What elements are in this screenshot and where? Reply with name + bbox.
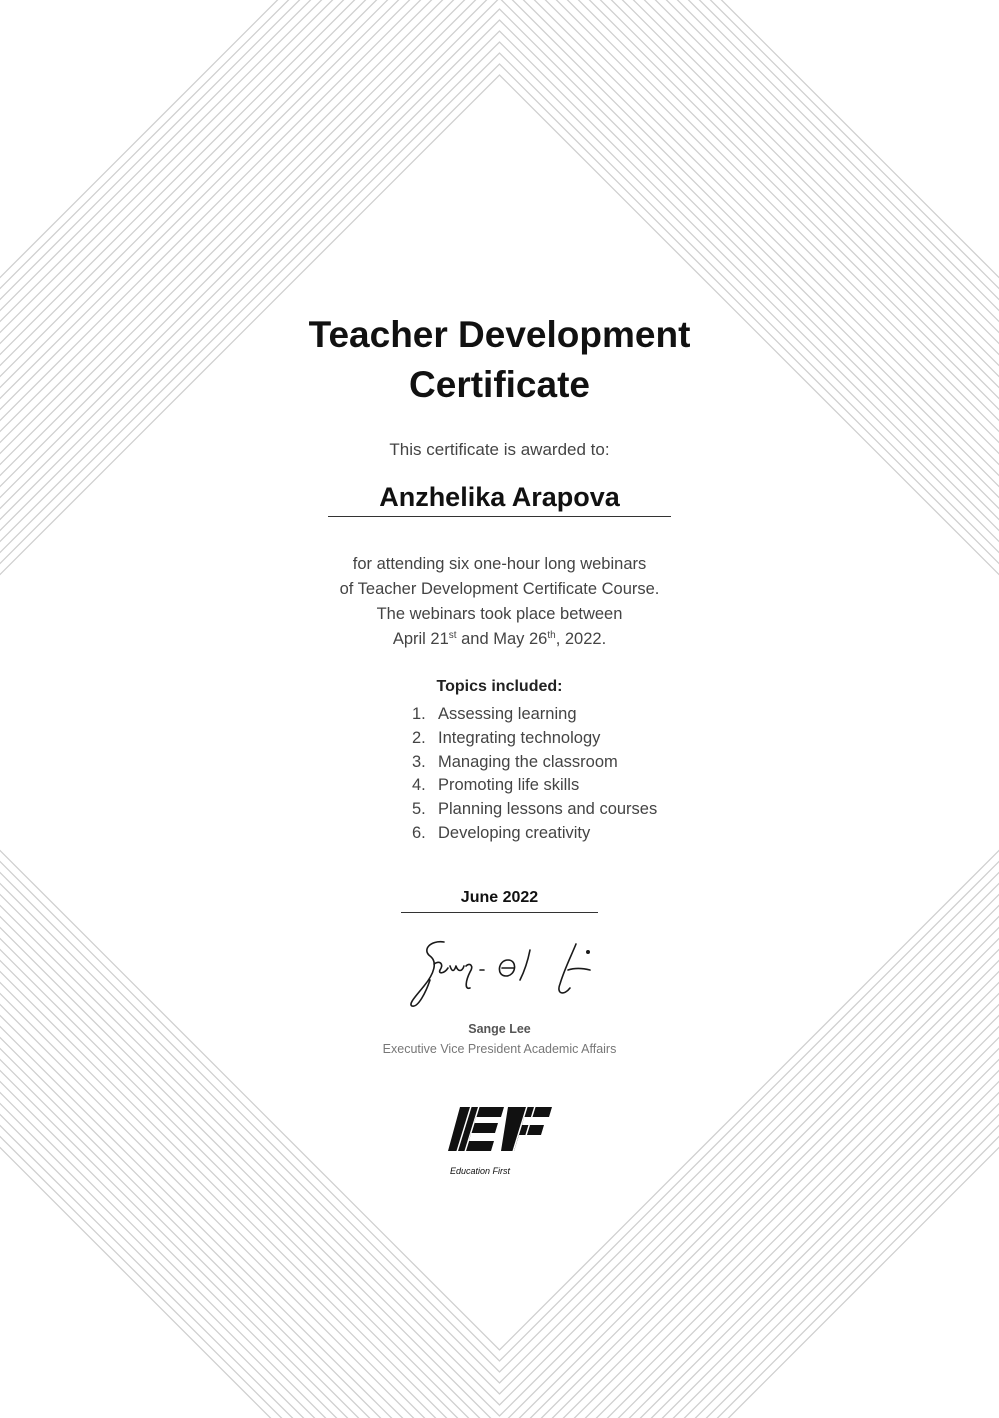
logo-caption: Education First — [450, 1166, 511, 1176]
topic-number: 2. — [412, 728, 426, 747]
date-underline — [401, 912, 598, 913]
date-start-text: April 21 — [392, 630, 449, 648]
topic-number: 4. — [412, 776, 426, 795]
description-line-3: The webinars took place between — [376, 605, 623, 623]
certificate-title — [0, 310, 999, 410]
topic-number: 5. — [412, 800, 426, 819]
topic-label: Assessing learning — [438, 705, 577, 723]
ordinal-suffix-2: th — [547, 630, 556, 641]
signer-title: Executive Vice President Academic Affairs — [382, 1042, 617, 1056]
ef-logo — [446, 1103, 554, 1181]
topics-heading: Topics included: — [436, 678, 563, 695]
date-end-text: , 2022. — [555, 630, 607, 648]
description-line-2: of Teacher Development Certificate Course. — [339, 580, 660, 598]
signer-name: Sange Lee — [468, 1022, 531, 1036]
topic-number: 6. — [412, 823, 426, 842]
description-line-4 — [0, 627, 999, 652]
topic-item — [412, 703, 657, 727]
topic-label: Managing the classroom — [438, 752, 618, 771]
topic-item — [412, 751, 657, 775]
topic-item — [412, 822, 657, 846]
issue-date: June 2022 — [460, 889, 539, 906]
topic-label: Promoting life skills — [438, 776, 580, 795]
ordinal-suffix-1: st — [448, 630, 457, 641]
topics-list — [412, 703, 657, 846]
description-line-1: for attending six one-hour long webinars — [352, 555, 647, 573]
title-line-1: Teacher Development — [308, 314, 691, 355]
topic-item — [412, 774, 657, 798]
topic-number: 1. — [412, 705, 426, 723]
topic-label: Developing creativity — [438, 823, 591, 842]
signature-image — [400, 930, 600, 1010]
topic-item — [412, 798, 657, 822]
topic-number: 3. — [412, 752, 426, 771]
topic-item — [412, 727, 657, 751]
topic-label: Planning lessons and courses — [438, 800, 658, 819]
certificate-description — [0, 552, 999, 652]
title-line-2: Certificate — [409, 364, 590, 405]
date-mid-text: and May 26 — [456, 630, 548, 648]
topic-label: Integrating technology — [438, 728, 601, 747]
recipient-name: Anzhelika Arapova — [379, 482, 620, 512]
recipient-underline — [328, 516, 671, 517]
awarded-text: This certificate is awarded to: — [389, 440, 610, 459]
